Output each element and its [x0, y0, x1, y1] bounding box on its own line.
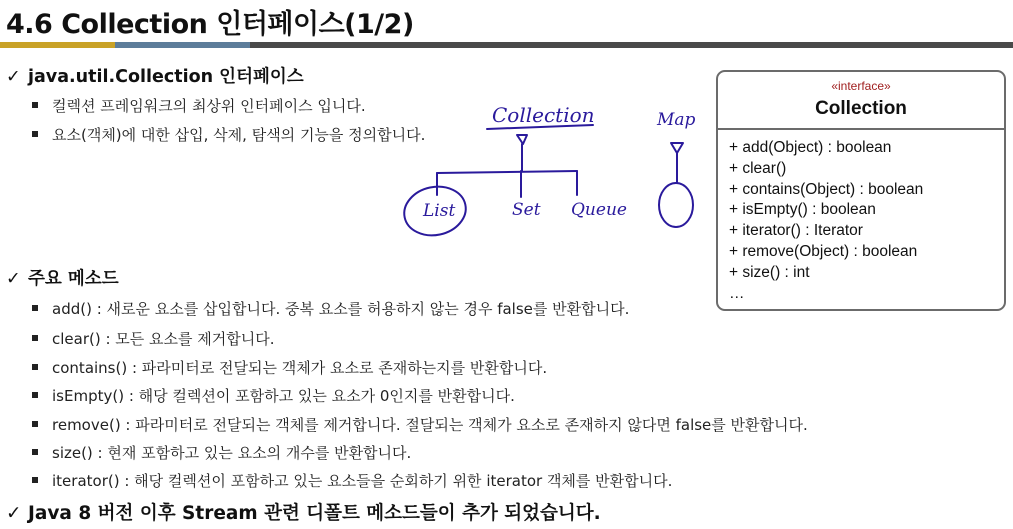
sketch-map-label: Map: [657, 110, 696, 130]
bullet-square-icon: [32, 392, 38, 398]
section-heading: java.util.Collection 인터페이스: [28, 67, 304, 87]
uml-method: + contains(Object) : boolean: [729, 180, 924, 198]
uml-method-ellipsis: …: [729, 284, 745, 302]
inherit-arrow-icon: [517, 135, 527, 144]
map-circle-mark: [659, 183, 693, 227]
list-item: 요소(객체)에 대한 삽입, 삭제, 탐색의 기능을 정의합니다.: [32, 124, 425, 145]
list-item: add() : 새로운 요소를 삽입합니다. 중복 요소를 허용하지 않는 경우 false를 반환합니다.: [32, 298, 629, 319]
map-arrow-icon: [671, 143, 683, 153]
sketch-list-label: List: [423, 201, 456, 221]
uml-method-list: [729, 138, 923, 304]
bullet-square-icon: [32, 102, 38, 108]
collection-uml-diagram: [716, 70, 1006, 311]
bullet-square-icon: [32, 131, 38, 137]
section-main-methods: [6, 265, 119, 290]
title-rule-dark: [250, 42, 1013, 48]
handwritten-hierarchy-sketch: [395, 95, 705, 240]
list-item: 컬렉션 프레임워크의 최상위 인터페이스 입니다.: [32, 95, 366, 116]
bullet-square-icon: [32, 477, 38, 483]
bullet-square-icon: [32, 305, 38, 311]
uml-method: + clear(): [729, 159, 787, 177]
bullet-square-icon: [32, 364, 38, 370]
sketch-set-label: Set: [512, 200, 541, 220]
slide-title: 4.6 Collection 인터페이스(1/2): [6, 9, 414, 40]
uml-method: + size() : int: [729, 263, 810, 281]
sketch-queue-label: Queue: [571, 200, 627, 220]
bullet-square-icon: [32, 335, 38, 341]
title-rule-blue: [115, 42, 250, 48]
list-item: iterator() : 해당 컬렉션이 포함하고 있는 요소들을 순회하기 위한 iterator 객체를 반환합니다.: [32, 470, 672, 491]
list-item: isEmpty() : 해당 컬렉션이 포함하고 있는 요소가 0인지를 반환합니다.: [32, 385, 515, 406]
title-rule-gold: [0, 42, 115, 48]
uml-stereotype: «interface»: [831, 79, 891, 93]
section-java8-stream: [6, 499, 601, 525]
list-item: clear() : 모든 요소를 제거합니다.: [32, 328, 275, 349]
bullet-square-icon: [32, 421, 38, 427]
uml-method: + iterator() : Iterator: [729, 222, 863, 240]
uml-divider: [718, 128, 1004, 130]
sketch-collection-label: Collection: [492, 103, 595, 127]
uml-method: + remove(Object) : boolean: [729, 242, 918, 260]
list-item: contains() : 파라미터로 전달되는 객체가 요소로 존재하는지를 반환합니다.: [32, 357, 547, 378]
uml-class-name: Collection: [815, 98, 907, 119]
bullet-square-icon: [32, 449, 38, 455]
section-java-util-collection: [6, 63, 304, 88]
list-item: remove() : 파라미터로 전달되는 객체를 제거합니다. 절달되는 객체가 요소로 존재하지 않다면 false를 반환합니다.: [32, 414, 808, 435]
checkmark-icon: ✓: [6, 269, 21, 289]
checkmark-icon: ✓: [6, 503, 22, 524]
section-heading: 주요 메소드: [28, 269, 119, 289]
checkmark-icon: ✓: [6, 67, 21, 87]
uml-method: + isEmpty() : boolean: [729, 201, 876, 219]
list-item: size() : 현재 포함하고 있는 요소의 개수를 반환합니다.: [32, 442, 411, 463]
uml-method: + add(Object) : boolean: [729, 139, 892, 156]
section-heading: Java 8 버전 이후 Stream 관련 디폴트 메소드들이 추가 되었습니다.: [28, 503, 601, 524]
